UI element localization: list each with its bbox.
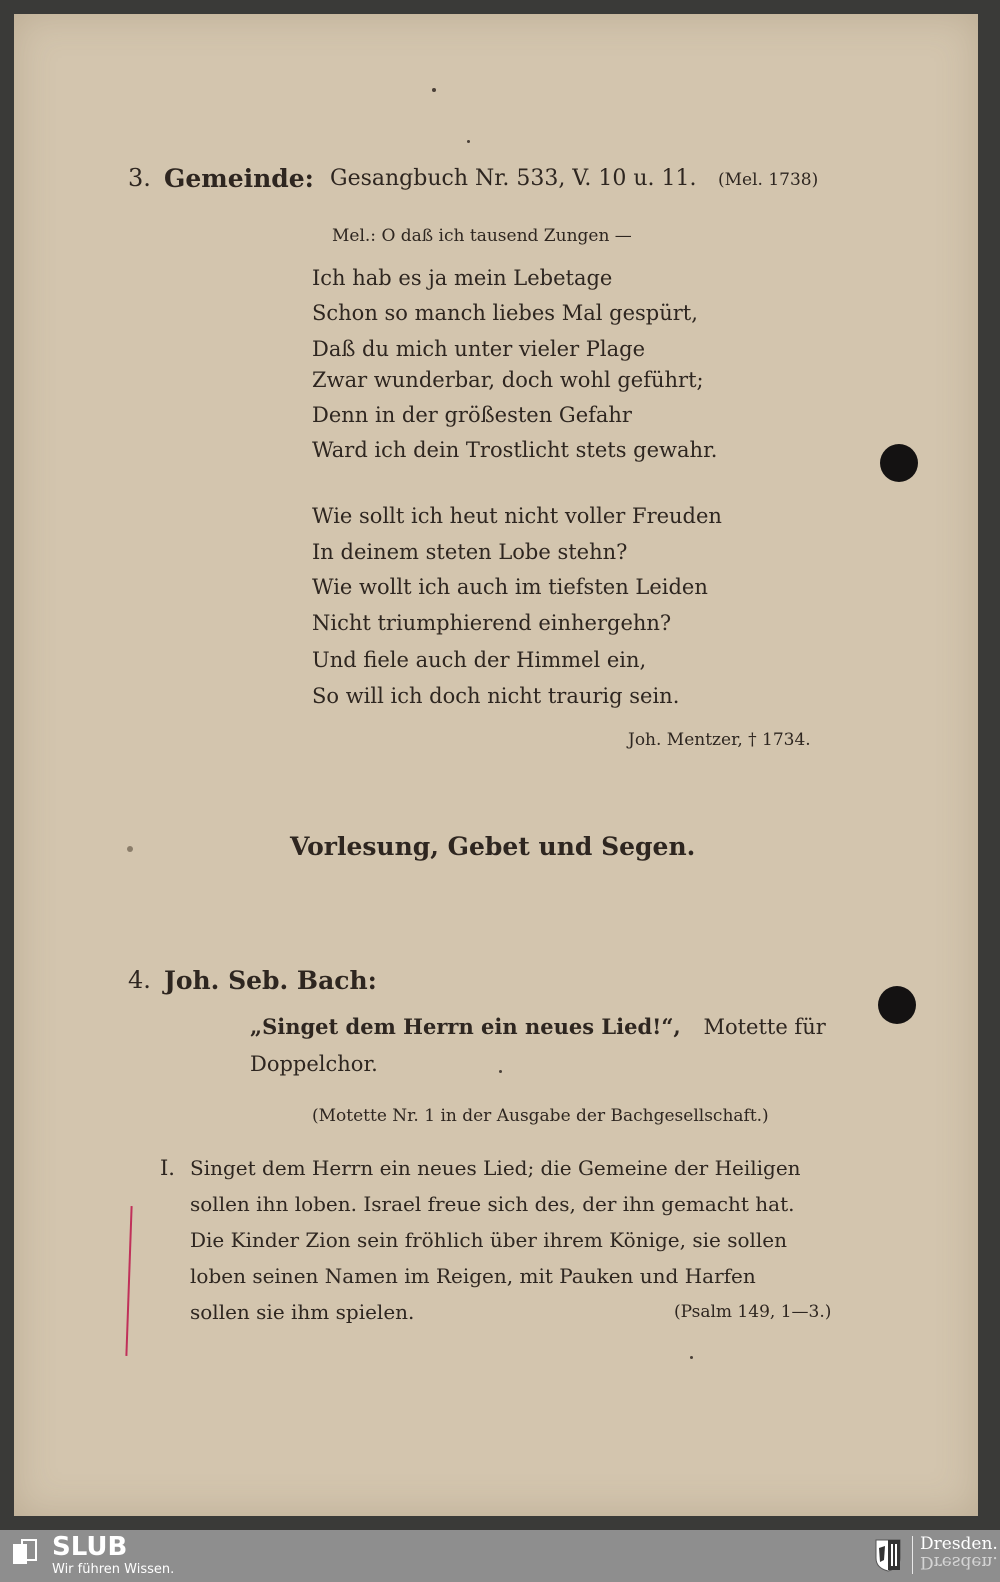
footer-city-reflection: Dresden. [920, 1552, 998, 1572]
interlude-heading: Vorlesung, Gebet und Segen. [290, 832, 696, 861]
text-line: sollen sie ihm spielen. [190, 1300, 415, 1324]
verse-line: Denn in der größesten Gefahr [312, 403, 632, 427]
verse-line: Daß du mich unter vieler Plage [312, 337, 646, 361]
verse-line: Ich hab es ja mein Lebetage [312, 266, 613, 290]
paper-speck [127, 846, 133, 852]
section-number: 4. [128, 966, 151, 994]
motet-title-quote: „Singet dem Herrn ein neues Lied!“, [250, 1014, 681, 1039]
punch-hole [878, 986, 916, 1024]
paper-speck [432, 88, 436, 92]
dresden-crest-icon [874, 1538, 902, 1572]
text-line: Die Kinder Zion sein fröhlich über ihrem Könige, sie sollen [190, 1228, 788, 1252]
document-page [14, 14, 978, 1516]
section-number: 3. [128, 164, 151, 192]
verse-line: Schon so manch liebes Mal gespürt, [312, 301, 698, 325]
verse-line: Ward ich dein Trostlicht stets gewahr. [312, 438, 718, 462]
melody-line: Mel.: O daß ich tausend Zungen — [332, 226, 632, 246]
motet-title-line2: Doppelchor. [250, 1052, 378, 1076]
verse-line: Zwar wunderbar, doch wohl geführt; [312, 368, 704, 392]
melody-number: (Mel. 1738) [718, 170, 819, 190]
motet-title [250, 1014, 826, 1039]
footer-bar [0, 1530, 1000, 1582]
punch-hole [880, 444, 918, 482]
footer-divider [912, 1536, 913, 1574]
item-number: I. [160, 1156, 175, 1180]
motet-title-genre: Motette für [703, 1015, 826, 1039]
slub-logo-icon [12, 1538, 38, 1568]
text-line: Singet dem Herrn ein neues Lied; die Gemeine der Heiligen [190, 1156, 801, 1180]
section-heading: Joh. Seb. Bach: [164, 966, 377, 995]
text-line: loben seinen Namen im Reigen, mit Pauken und Harfen [190, 1264, 756, 1288]
paper-speck [467, 140, 470, 143]
footer-tagline: Wir führen Wissen. [52, 1562, 175, 1577]
footer-city: Dresden. [920, 1534, 998, 1554]
psalm-reference: (Psalm 149, 1—3.) [674, 1302, 832, 1322]
hymn-author: Joh. Mentzer, † 1734. [628, 730, 811, 750]
margin-mark [125, 1206, 132, 1356]
edition-note: (Motette Nr. 1 in der Ausgabe der Bachgesellschaft.) [312, 1106, 769, 1126]
verse-line: Nicht triumphierend einhergehn? [312, 611, 672, 635]
hymnal-reference: Gesangbuch Nr. 533, V. 10 u. 11. [330, 166, 697, 191]
section-heading: Gemeinde: [164, 164, 314, 193]
paper-speck [499, 1070, 502, 1073]
verse-line: In deinem steten Lobe stehn? [312, 540, 628, 564]
text-line: sollen ihn loben. Israel freue sich des, der ihn gemacht hat. [190, 1192, 795, 1216]
verse-line: Und fiele auch der Himmel ein, [312, 648, 647, 672]
paper-speck [690, 1356, 693, 1359]
verse-line: Wie sollt ich heut nicht voller Freuden [312, 504, 722, 528]
verse-line: So will ich doch nicht traurig sein. [312, 684, 680, 708]
footer-brand: SLUB [52, 1532, 128, 1562]
verse-line: Wie wollt ich auch im tiefsten Leiden [312, 575, 708, 599]
